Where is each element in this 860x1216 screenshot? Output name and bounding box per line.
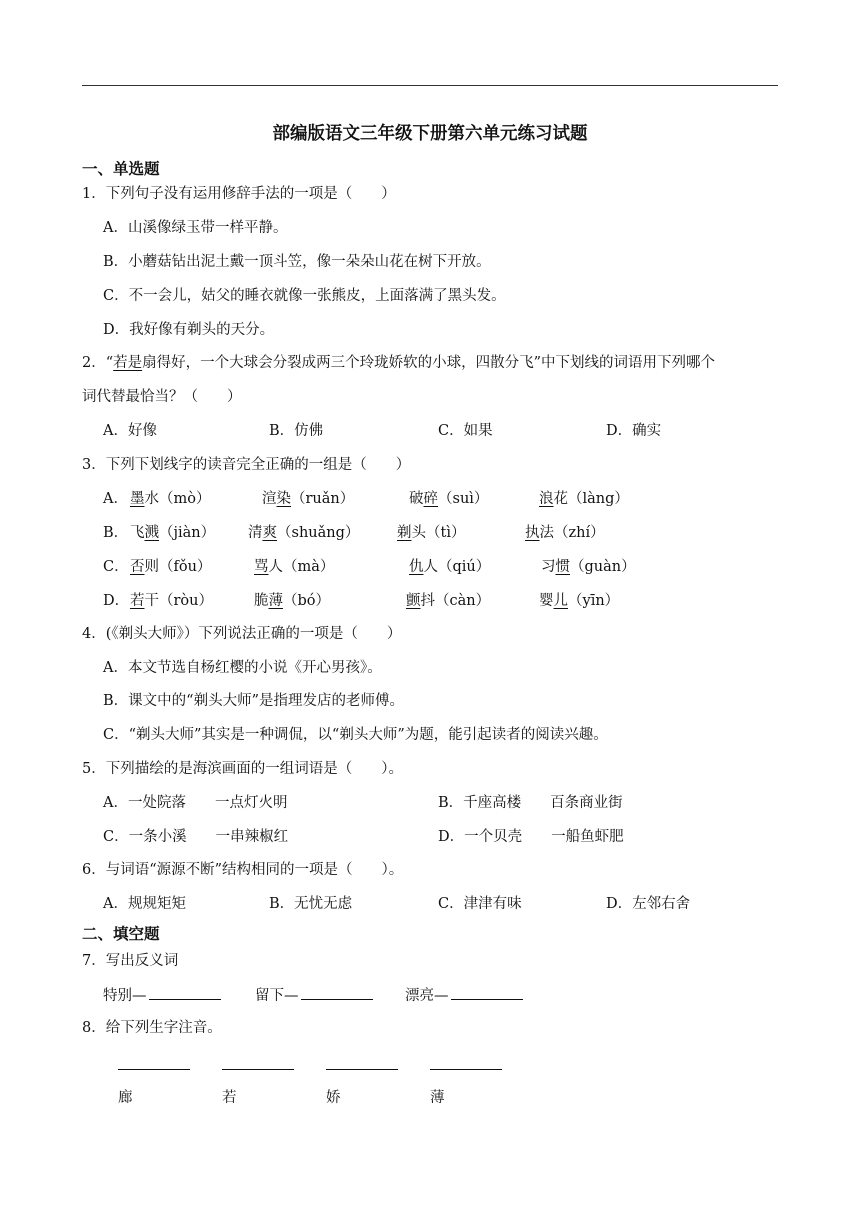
question-2-option-a: A．好像 — [103, 423, 157, 439]
question-1-option-c: C．不一会儿，姑父的睡衣就像一张熊皮，上面落满了黑头发。 — [103, 288, 506, 304]
underlined-character: 儿 — [553, 593, 568, 609]
question-3-option-label: C． — [103, 559, 129, 575]
question-3-reading-item: 剃头（tì） — [397, 525, 466, 541]
question-3-option-label: D． — [103, 593, 130, 609]
question-2-stem: 2．“若是扇得好，一个大球会分裂成两三个玲珑娇软的小球，四散分飞”中下划线的词语用下列哪个 — [82, 355, 716, 371]
antonym-item: 留下— — [255, 985, 373, 1006]
underlined-character: 剃 — [397, 525, 412, 541]
question-4-option-c: C．“剃头大师”其实是一种调侃，以“剃头大师”为题，能引起读者的阅读兴趣。 — [103, 727, 608, 743]
question-8-stem: 8．给下列生字注音。 — [82, 1020, 222, 1036]
underlined-character: 染 — [276, 491, 291, 507]
underlined-character: 若 — [130, 593, 145, 609]
question-2-option-c: C．如果 — [438, 423, 493, 439]
answer-blank[interactable] — [149, 985, 221, 1000]
question-3-stem: 3．下列下划线字的读音完全正确的一组是（ ） — [82, 457, 411, 473]
question-3-reading-item: 仇人（qiú） — [409, 559, 491, 575]
question-4-option-b: B．课文中的“剃头大师”是指理发店的老师傅。 — [103, 693, 404, 709]
question-7-stem: 7．写出反义词 — [82, 953, 179, 969]
question-6-option-b: B．无忧无虑 — [269, 896, 353, 912]
underlined-character: 爽 — [262, 525, 277, 541]
question-3-reading-item: 破碎（suì） — [409, 491, 489, 507]
question-3-option-label: B． — [103, 525, 129, 541]
question-2-option-b: B．仿佛 — [269, 423, 324, 439]
antonym-item: 特别— — [103, 985, 221, 1006]
question-3-reading-item: 若干（ròu） — [130, 593, 213, 609]
pinyin-blank[interactable] — [430, 1069, 502, 1070]
chinese-character: 廊 — [118, 1090, 133, 1106]
section-heading-single-choice: 一、单选题 — [82, 160, 160, 178]
question-6-stem: 6．与词语“源源不断”结构相同的一项是（ ）。 — [82, 862, 404, 878]
question-4-option-a: A．本文节选自杨红樱的小说《开心男孩》。 — [103, 660, 382, 676]
chinese-character: 薄 — [430, 1090, 445, 1106]
underlined-character: 颤 — [406, 593, 421, 609]
answer-blank[interactable] — [451, 985, 523, 1000]
header-rule — [82, 85, 778, 86]
question-6-option-c: C．津津有味 — [438, 896, 522, 912]
pinyin-blank[interactable] — [222, 1069, 294, 1070]
underlined-character: 薄 — [268, 593, 283, 609]
underlined-character: 墨 — [130, 491, 145, 507]
chinese-character: 若 — [222, 1090, 237, 1106]
chinese-character: 娇 — [326, 1090, 341, 1106]
question-5-option-c: C．一条小溪 一串辣椒红 — [103, 829, 289, 845]
question-5-option-a: A．一处院落 一点灯火明 — [103, 795, 288, 811]
underlined-character: 否 — [130, 559, 145, 575]
underlined-character: 执 — [525, 525, 540, 541]
page-title: 部编版语文三年级下册第六单元练习试题 — [272, 124, 588, 144]
question-3-reading-item: 颤抖（càn） — [406, 593, 491, 609]
pinyin-blank[interactable] — [118, 1069, 190, 1070]
question-3-reading-item: 脆薄（bó） — [254, 593, 331, 609]
question-2-stem-continued: 词代替最恰当？（ ） — [82, 389, 242, 405]
question-3-option-label: A． — [103, 491, 128, 507]
underlined-character: 仇 — [409, 559, 424, 575]
pinyin-blank[interactable] — [326, 1069, 398, 1070]
underlined-character: 溅 — [144, 525, 159, 541]
underlined-word: 若是 — [113, 355, 143, 371]
question-6-option-a: A．规规矩矩 — [103, 896, 186, 912]
question-2-option-d: D．确实 — [606, 423, 662, 439]
question-1-stem: 1．下列句子没有运用修辞手法的一项是（ ） — [82, 186, 396, 202]
question-3-reading-item: 墨水（mò） — [130, 491, 211, 507]
underlined-character: 骂 — [254, 559, 269, 575]
answer-blank[interactable] — [301, 985, 373, 1000]
question-1-option-a: A．山溪像绿玉带一样平静。 — [103, 220, 288, 236]
question-3-reading-item: 清爽（shuǎng） — [248, 525, 360, 541]
question-3-reading-item: 执法（zhí） — [525, 525, 605, 541]
question-5-option-b: B．千座高楼 百条商业街 — [438, 795, 623, 811]
antonym-item: 漂亮— — [405, 985, 523, 1006]
question-3-reading-item: 习惯（guàn） — [541, 559, 636, 575]
question-3-reading-item: 骂人（mà） — [254, 559, 335, 575]
section-heading-fill-in: 二、填空题 — [82, 925, 160, 943]
question-3-reading-item: 渲染（ruǎn） — [262, 491, 355, 507]
question-3-reading-item: 浪花（làng） — [539, 491, 629, 507]
question-4-stem: 4．(《剃头大师》）下列说法正确的一项是（ ） — [82, 626, 402, 642]
underlined-character: 惯 — [555, 559, 570, 575]
question-3-reading-item: 飞溅（jiàn） — [130, 525, 216, 541]
underlined-character: 碎 — [423, 491, 438, 507]
question-3-reading-item: 否则（fǒu） — [130, 559, 212, 575]
question-6-option-d: D．左邻右舍 — [606, 896, 691, 912]
question-1-option-b: B．小蘑菇钻出泥土戴一顶斗笠，像一朵朵山花在树下开放。 — [103, 254, 491, 270]
question-1-option-d: D．我好像有剃头的天分。 — [103, 322, 275, 338]
question-5-option-d: D．一个贝壳 一船鱼虾肥 — [438, 829, 624, 845]
underlined-character: 浪 — [539, 491, 554, 507]
question-3-reading-item: 婴儿（yīn） — [539, 593, 620, 609]
question-5-stem: 5．下列描绘的是海滨画面的一组词语是（ ）。 — [82, 761, 403, 777]
